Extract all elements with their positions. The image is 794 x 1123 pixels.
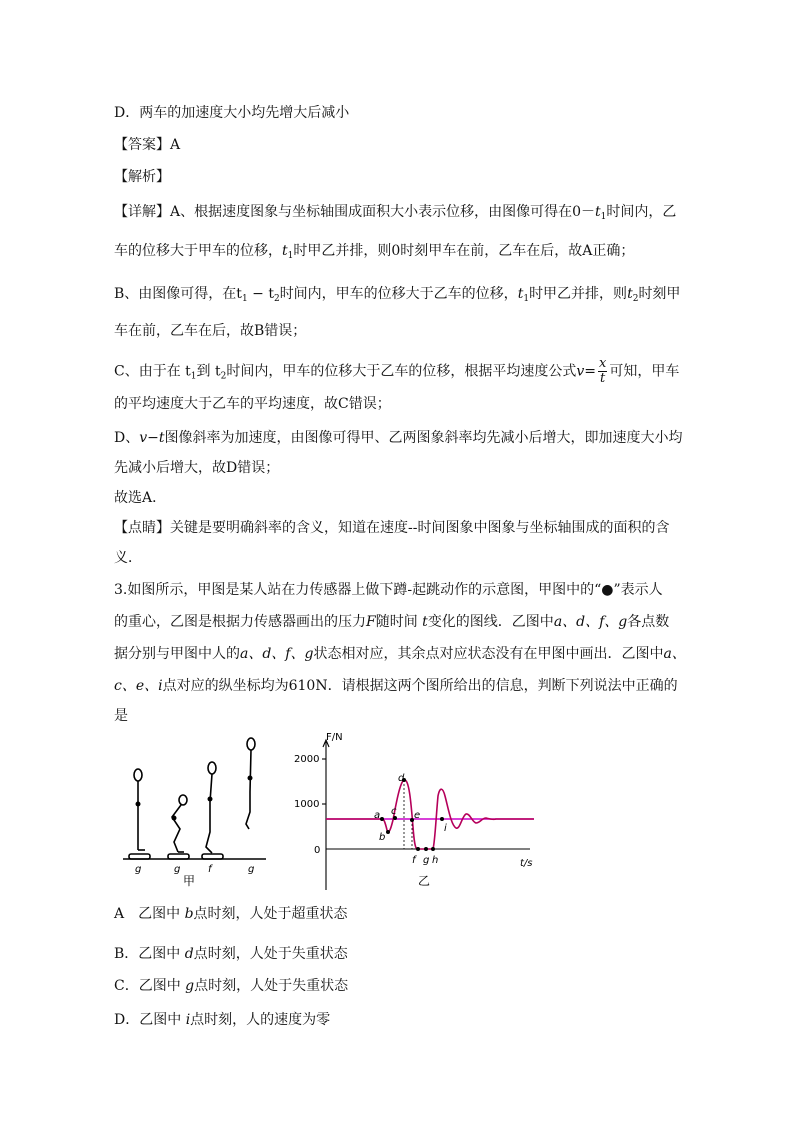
question-line-3 [114,644,686,664]
option-point: g [185,978,195,994]
option-b[interactable] [114,944,348,964]
detail-line-7 [114,428,683,448]
math-t: t [268,286,274,302]
math-v: v [576,363,585,380]
detail-line-2 [114,241,634,266]
figure-label: g [135,864,142,875]
point-label-f: f [412,855,416,866]
option-label: A 乙图中 [114,906,185,922]
text: 变化的图线．乙图中 [427,614,554,630]
math-sub: 2 [632,294,639,304]
detail-line-4: 车在前，乙车在后，故B错误； [114,323,307,339]
detail-line-3 [114,284,680,309]
point-label-a: a [374,810,381,821]
option-d[interactable] [114,1010,330,1030]
option-label: B．乙图中 [114,946,185,962]
option-c[interactable] [114,976,348,996]
point-list: a、d、f、g [240,646,314,662]
figure-label: g [174,864,181,875]
point-label-h: h [432,855,439,866]
question-line-1: 3.如图所示，甲图是某人站在力传感器上做下蹲-起跳动作的示意图，甲图中的“●”表示人 [114,582,663,598]
text: 点对应的纵坐标均为610N．请根据这两个图所给出的信息，判断下列说法中正确的 [162,678,678,694]
detail-line-6: 的平均速度大于乙车的平均速度，故C错误； [114,396,391,412]
text: 随时间 [375,614,418,630]
point-list: a、d、f、g [553,614,628,630]
denominator: t [600,371,606,386]
detail-line-10: 【点睛】关键是要明确斜率的含义，知道在速度--时间图象中图象与坐标轴围成的面积的含 [114,520,670,536]
point-list: c、e、i [114,678,163,694]
text: C、由于在 t [114,363,191,380]
text: B、由图像可得，在 [114,286,237,302]
detail-line-9: 故选A． [114,490,167,506]
detail-line-1 [114,202,676,227]
math-t: t [627,286,633,302]
figure-label: f [208,864,212,875]
head-icon [179,795,187,805]
question-line-5: 是 [114,708,128,724]
head-icon [208,762,216,774]
math-zero: 0 [572,204,582,220]
math-t: t [282,243,288,259]
math-vt: v−t [139,430,165,446]
question-line-2 [114,612,669,632]
y-axis-label: F/N [326,732,343,743]
center-of-gravity-dot [208,797,213,802]
head-icon [247,738,255,750]
text: 时间内，甲车的位移大于乙车的位移， [279,286,518,302]
force-curve [326,780,534,849]
option-text: 点时刻，人处于失重状态 [193,946,348,962]
math-minus: － [581,204,596,220]
fraction-x-over-t [598,357,607,386]
option-text: 点时刻，人处于失重状态 [194,978,349,994]
y-tick-label: 0 [314,845,321,856]
point-label-d: d [398,773,405,784]
math-sub: 2 [273,294,280,304]
point-label-i: i [444,823,447,834]
answer-label: 【答案】A [114,137,181,153]
detail-line-8: 先减小后增大，故D错误； [114,460,280,476]
math-t: t [517,286,524,302]
text: 时甲乙并排，则0时刻甲车在前，乙车在后，故A正确； [293,243,635,259]
text: 时间内，乙 [606,204,677,220]
analysis-heading: 【解析】 [114,169,170,185]
option-text: 点时刻，人的速度为零 [190,1012,331,1028]
text: 据分别与甲图中人的 [114,646,240,662]
math-sub: 1 [190,371,197,382]
detail-line-5 [114,357,679,387]
option-point: i [185,1012,191,1028]
option-point: b [184,906,194,922]
figure-caption: 乙 [418,874,431,888]
center-of-gravity-dot [136,802,141,807]
math-sub: 2 [220,371,227,382]
text: 到 t [196,363,221,380]
y-tick-label: 2000 [294,754,320,765]
math-sub: 1 [241,294,248,304]
point-g [424,847,428,851]
math-sub: 1 [287,251,294,261]
point-label-b: b [379,832,386,843]
question-line-4 [114,676,678,696]
option-text: 点时刻，人处于超重状态 [193,906,348,922]
text: 状态相对应，其余点对应状态没有在甲图中画出．乙图中 [313,646,664,662]
option-point: d [184,946,194,962]
center-of-gravity-dot [172,816,177,821]
math-t: t [595,204,601,220]
figure-label: g [248,864,255,875]
x-axis-label: t/s [520,858,533,869]
figure-caption: 甲 [183,874,196,888]
detail-line-11: 义． [114,550,142,566]
point-label-c: c [391,806,397,817]
point-f [416,847,420,851]
point-a [380,817,384,821]
option-a[interactable] [114,904,348,924]
text: 图像斜率为加速度，由图像可得甲、乙两图象斜率均先减小后增大，即加速度大小均 [164,430,683,446]
y-tick-label: 1000 [294,799,320,810]
option-label: D．乙图中 [114,1012,186,1028]
center-of-gravity-dot [248,776,253,781]
numerator: x [599,356,607,371]
math-eq: = [584,363,596,380]
point-label-g: g [423,855,430,866]
point-list: a、 [663,646,686,662]
figure-yi [290,732,540,892]
math-minus: − [247,286,269,302]
math-sub: 1 [523,294,530,304]
option-label: C．乙图中 [114,978,186,994]
text: 时甲乙并排，则 [529,286,628,302]
text: D、 [114,430,140,446]
point-label-e: e [414,810,421,821]
text: 时间内，甲车的位移大于乙车的位移，根据平均速度公式 [226,363,577,380]
text: 可知，甲车 [609,363,680,380]
math-t: t [236,286,242,302]
text: 时刻甲 [638,286,681,302]
point-h [431,847,435,851]
text: 车的位移大于甲车的位移， [114,243,282,259]
math-sub: 1 [600,212,607,222]
math-t: t [422,614,428,630]
point-b [386,830,390,834]
head-icon [134,769,142,781]
text: 的重心，乙图是根据力传感器画出的压力 [114,614,366,630]
text: 各点数 [627,614,670,630]
math-F: F [366,614,376,630]
text: 【详解】A、根据速度图象与坐标轴围成面积大小表示位移，由图像可得在 [114,204,573,220]
figure-jia [118,732,278,892]
prev-option-d: D．两车的加速度大小均先增大后减小 [114,105,350,121]
point-i [440,817,444,821]
